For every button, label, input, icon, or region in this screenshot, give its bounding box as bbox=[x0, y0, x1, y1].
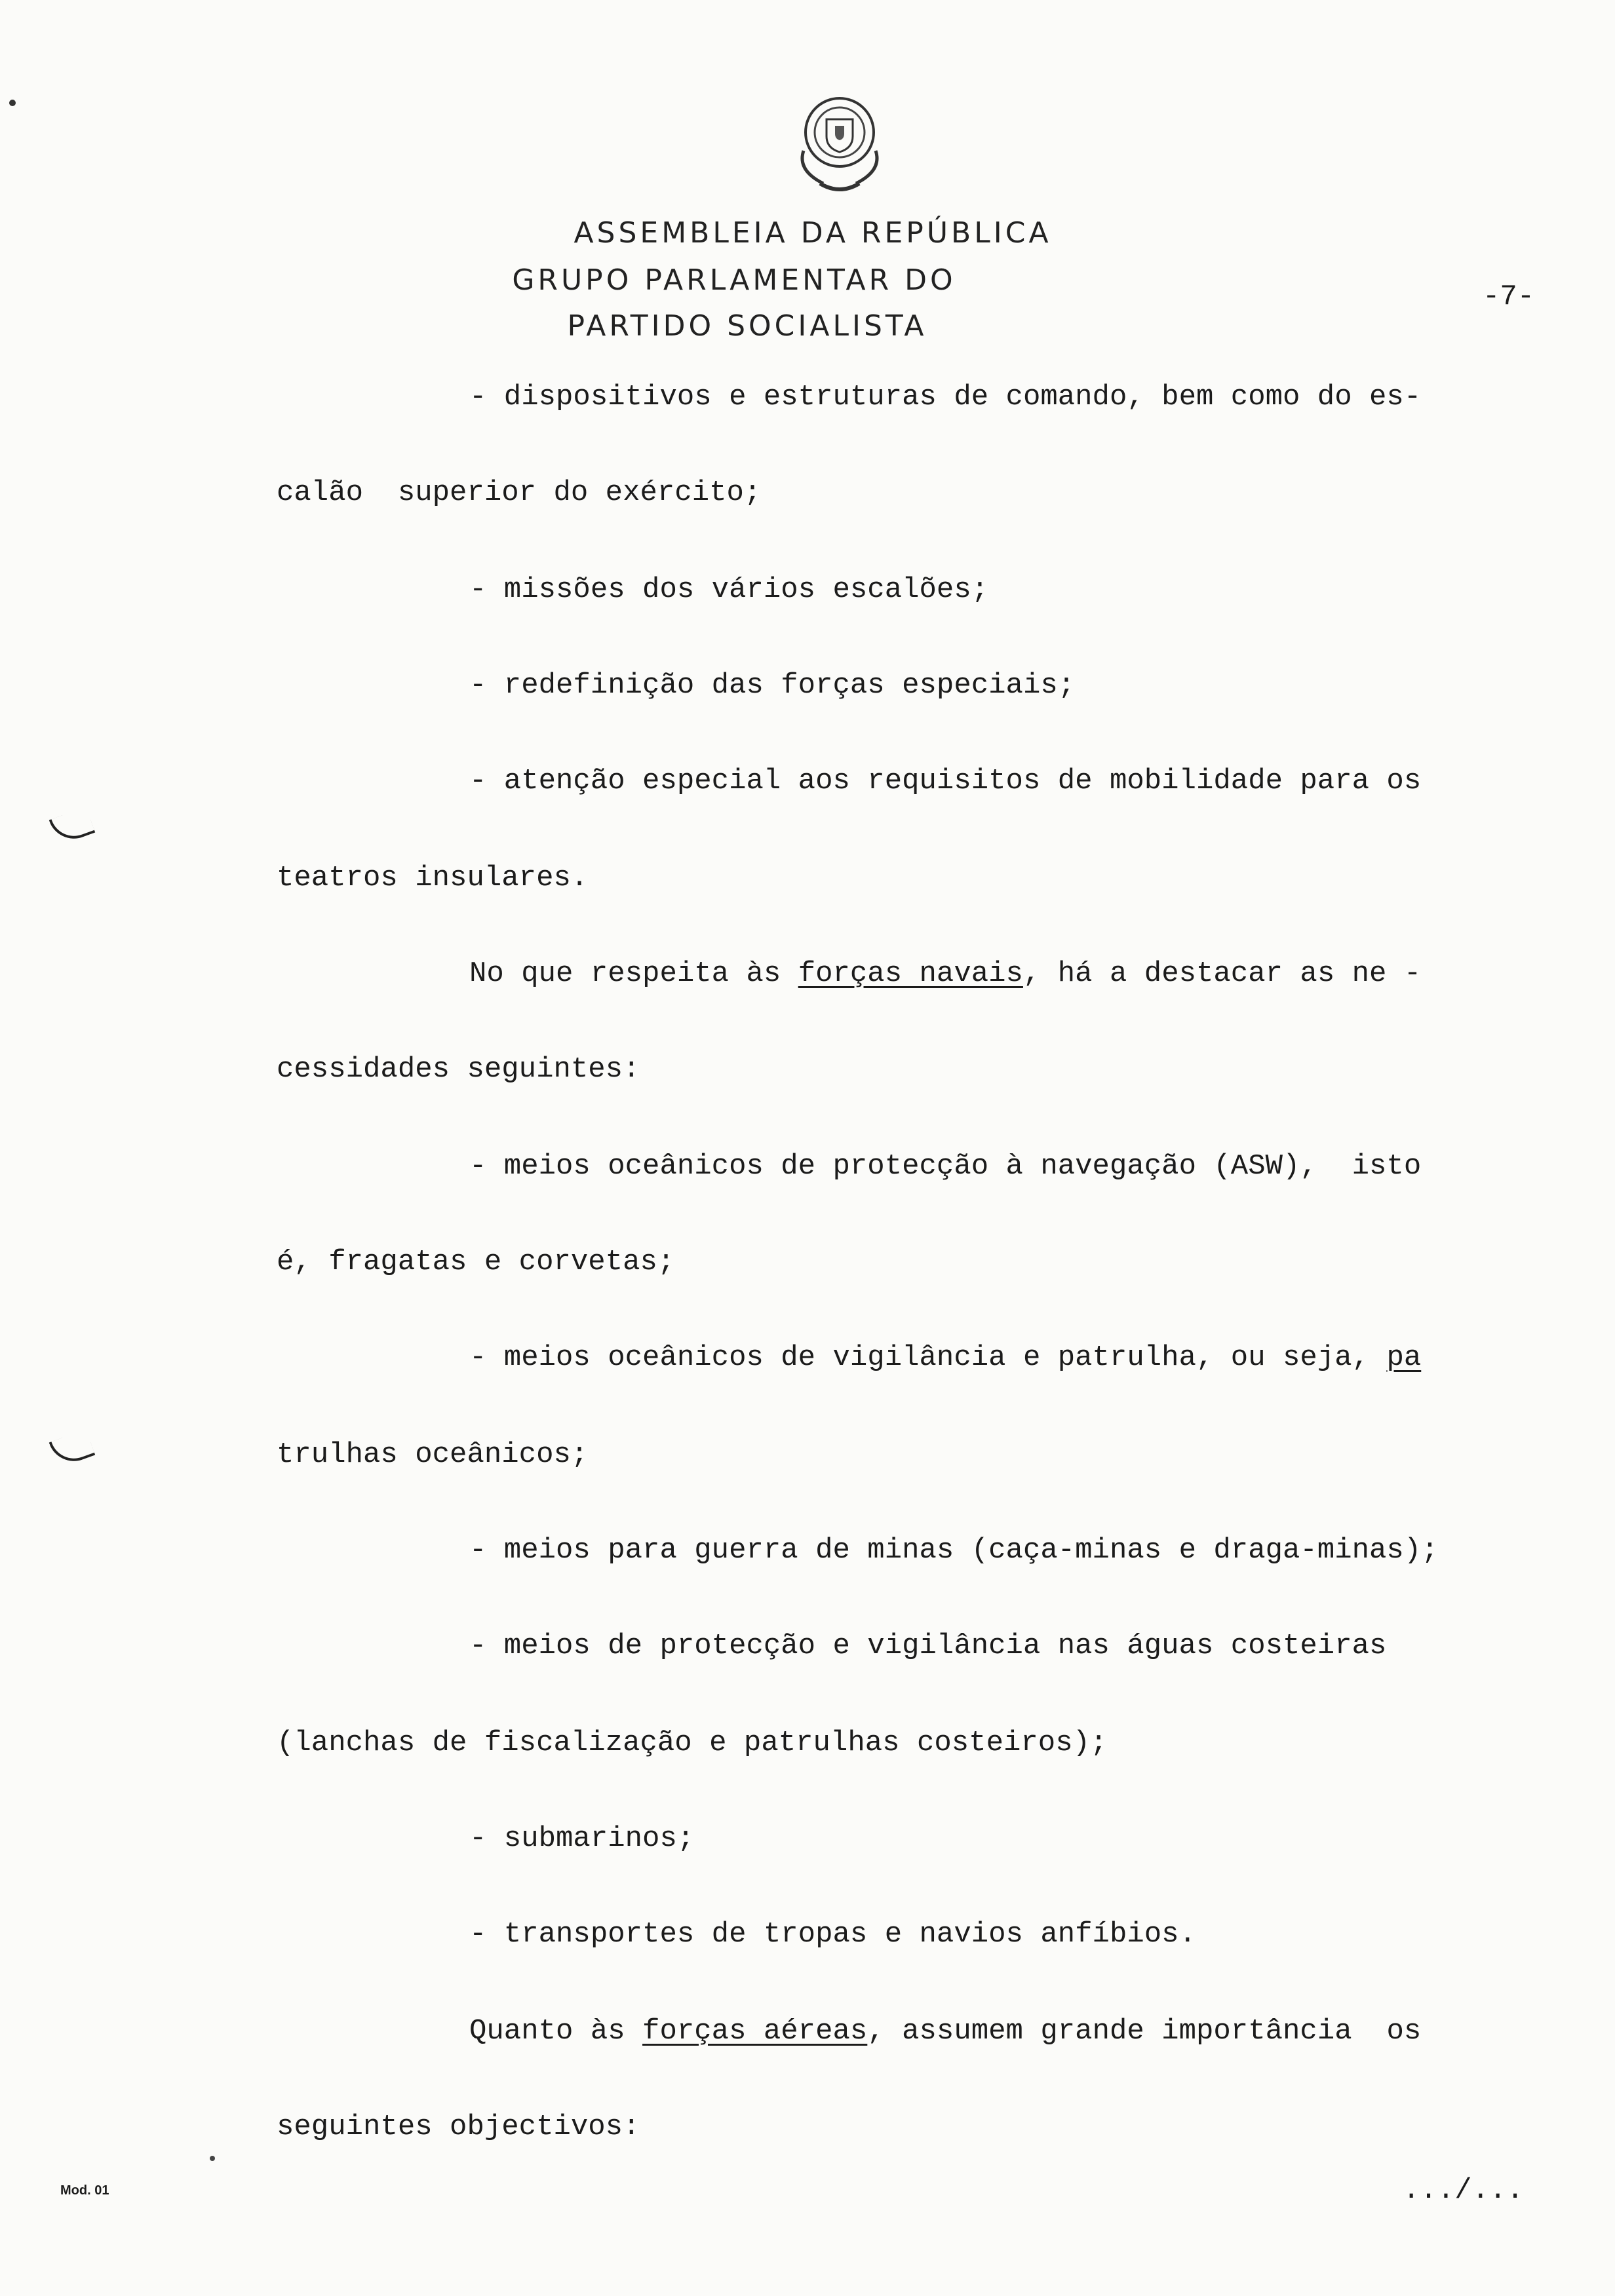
scan-speck bbox=[210, 2156, 215, 2161]
continuation-mark: .../... bbox=[1403, 2174, 1524, 2207]
header-line-assembly: ASSEMBLEIA DA REPÚBLICA bbox=[574, 216, 1052, 250]
body-line-11-text: - meios oceânicos de vigilância e patrulha, ou seja, bbox=[469, 1341, 1387, 1374]
punch-hole-mark-top bbox=[49, 807, 96, 846]
body-line-10: é, fragatas e corvetas; bbox=[277, 1246, 675, 1278]
body-line-7-rest: , há a destacar as ne - bbox=[1022, 957, 1422, 990]
naval-forces-term: forças navais bbox=[798, 957, 1023, 990]
body-line-3: - missões dos vários escalões; bbox=[469, 573, 989, 606]
body-line-15: (lanchas de fiscalização e patrulhas costeiros); bbox=[277, 1727, 1108, 1759]
body-line-19: seguintes objectivos: bbox=[277, 2111, 640, 2143]
header-line-party: PARTIDO SOCIALISTA bbox=[567, 309, 927, 343]
body-line-18-text: Quanto às bbox=[469, 2015, 643, 2048]
punch-hole-mark-bottom bbox=[49, 1429, 96, 1468]
hyphenated-fragment: pa bbox=[1386, 1341, 1422, 1374]
header-line-group: GRUPO PARLAMENTAR DO bbox=[512, 263, 956, 297]
form-code: Mod. 01 bbox=[60, 2183, 109, 2198]
body-line-18 bbox=[469, 2017, 1421, 2046]
body-line-7-text: No que respeita às bbox=[469, 957, 798, 990]
body-line-13: - meios para guerra de minas (caça-minas e draga-minas); bbox=[469, 1534, 1439, 1567]
page-number: -7- bbox=[1483, 280, 1535, 313]
body-line-7 bbox=[469, 959, 1421, 988]
body-line-17: - transportes de tropas e navios anfíbios. bbox=[469, 1918, 1196, 1951]
body-line-6: teatros insulares. bbox=[277, 862, 589, 894]
body-line-11 bbox=[469, 1343, 1421, 1372]
body-line-9: - meios oceânicos de protecção à navegação (ASW), isto bbox=[469, 1150, 1422, 1183]
body-line-16: - submarinos; bbox=[469, 1822, 695, 1855]
body-line-2: calão superior do exército; bbox=[277, 476, 762, 509]
air-forces-term: forças aéreas bbox=[642, 2015, 868, 2048]
body-line-5: - atenção especial aos requisitos de mobilidade para os bbox=[469, 765, 1422, 797]
body-line-14: - meios de protecção e vigilância nas águas costeiras bbox=[469, 1630, 1387, 1662]
body-line-1: - dispositivos e estruturas de comando, bem como do es- bbox=[469, 381, 1422, 413]
body-line-8: cessidades seguintes: bbox=[277, 1053, 640, 1086]
coat-of-arms-emblem bbox=[784, 92, 895, 197]
body-line-4: - redefinição das forças especiais; bbox=[469, 669, 1076, 702]
body-line-18-rest: , assumem grande importância os bbox=[867, 2015, 1422, 2048]
scan-speck bbox=[9, 100, 16, 106]
body-line-12: trulhas oceânicos; bbox=[277, 1438, 589, 1471]
